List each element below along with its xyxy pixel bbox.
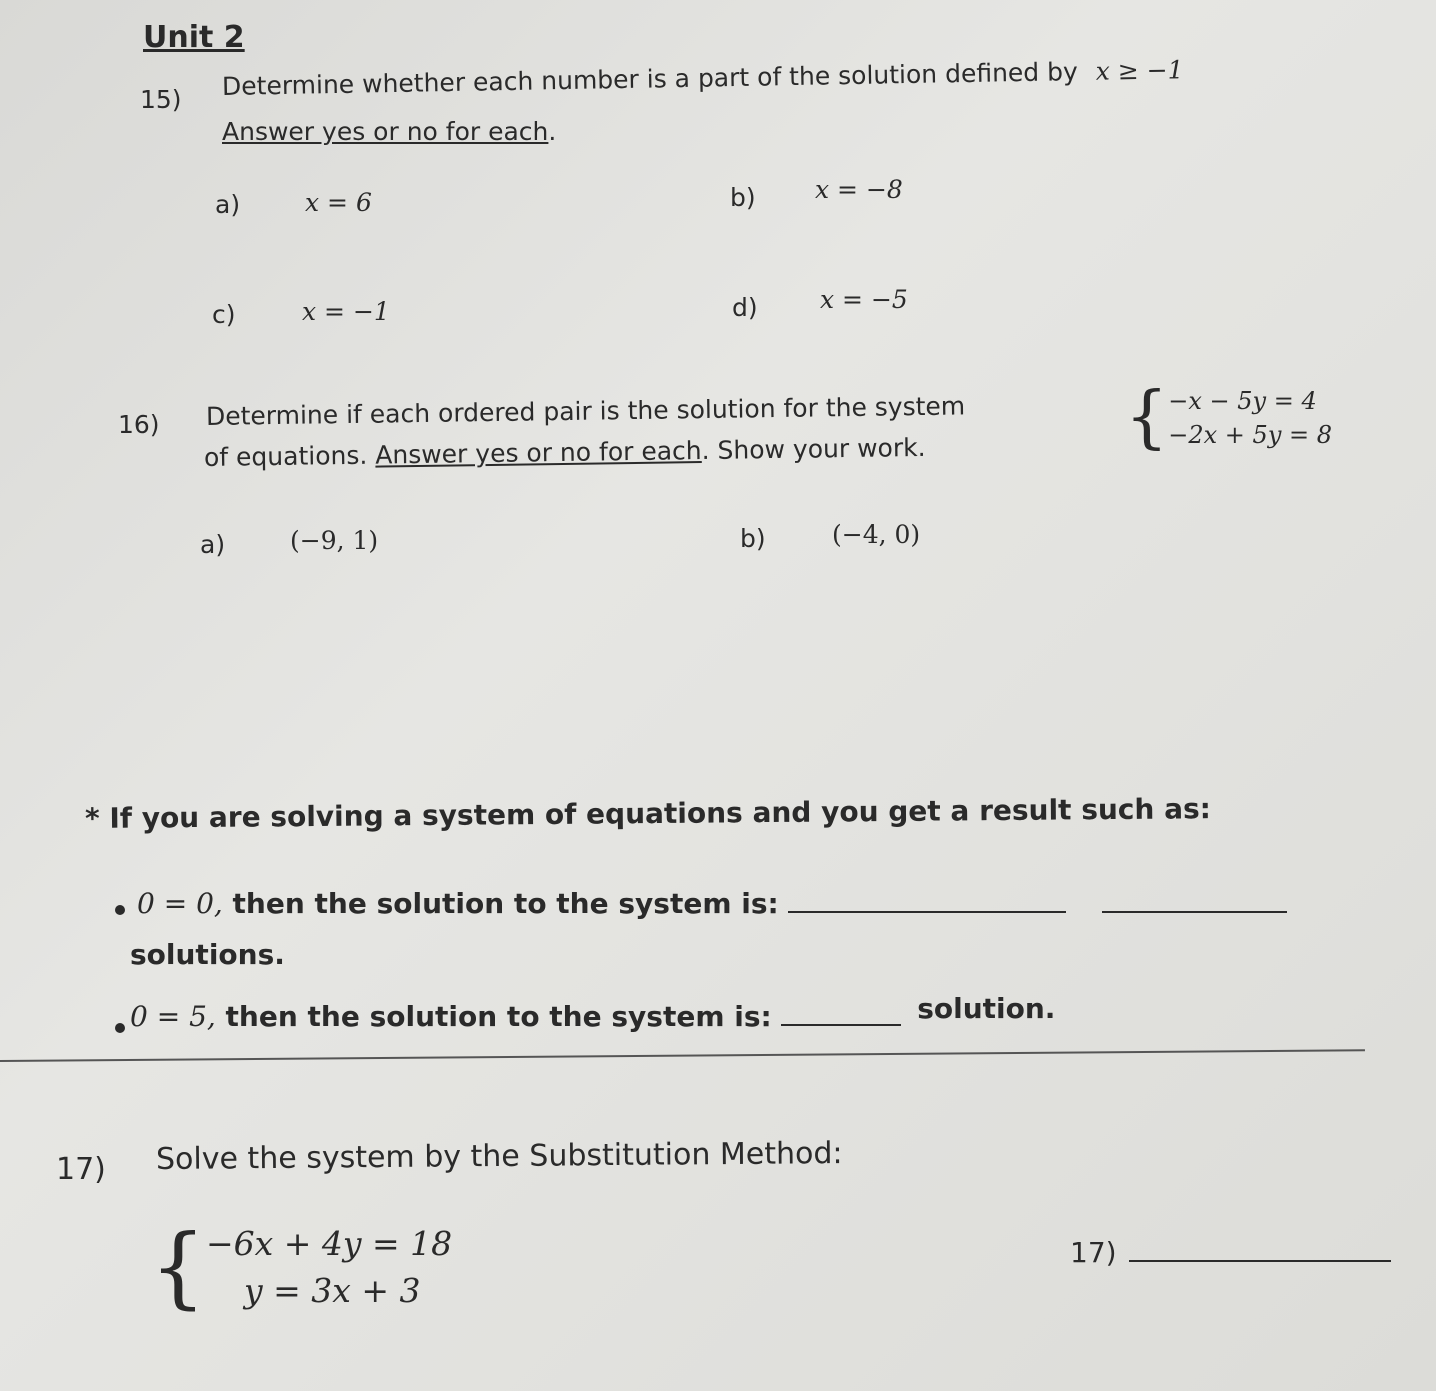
q16-prompt-start: of equations. <box>203 440 368 472</box>
q15-c-label: c) <box>212 300 236 329</box>
bullet-2-tail: solution. <box>917 992 1056 1025</box>
q15-instruction-end: . <box>548 117 557 146</box>
note-bullet-2 <box>130 992 1056 1033</box>
q17-equation-2: y = 3x + 3 <box>244 1271 421 1310</box>
bullet-2-dot <box>115 1023 125 1033</box>
q17-prompt: Solve the system by the Substitution Method: <box>155 1136 843 1177</box>
q15-d-expr: x = −5 <box>820 285 908 314</box>
q16-a-expr: (−9, 1) <box>290 526 379 555</box>
q15-c-expr: x = −1 <box>302 297 390 326</box>
q15-condition: x ≥ −1 <box>1095 55 1184 86</box>
q17-system <box>150 1215 453 1318</box>
q16-prompt-line1: Determine if each ordered pair is the solution for the system <box>205 391 966 431</box>
bullet-2-text: then the solution to the system is: <box>225 1000 772 1033</box>
q16-system <box>1125 378 1333 457</box>
note-bullet-1 <box>137 887 1287 920</box>
bullet-2-blank[interactable] <box>781 1023 901 1026</box>
bullet-1-tail: solutions. <box>130 938 285 971</box>
q15-d-label: d) <box>732 293 758 322</box>
q17-equation-1: −6x + 4y = 18 <box>206 1224 453 1263</box>
bullet-1-blank-2[interactable] <box>1102 910 1287 913</box>
q15-prompt <box>222 55 1184 101</box>
bullet-2-expr: 0 = 5, <box>130 1000 216 1033</box>
q15-instruction <box>222 117 556 146</box>
q15-b-expr: x = −8 <box>815 175 903 204</box>
q16-prompt-line2 <box>204 433 926 472</box>
q17-answer-blank[interactable] <box>1129 1259 1391 1262</box>
q17-system-brace: { <box>150 1215 206 1318</box>
q15-a-label: a) <box>215 190 241 219</box>
note-heading: * If you are solving a system of equations and you get a result such as: <box>84 792 1212 835</box>
q16-prompt-end: . Show your work. <box>701 432 926 466</box>
q17-number: 17) <box>56 1152 106 1187</box>
q16-prompt-underlined: Answer yes or no for each <box>375 436 702 470</box>
q16-equation-1: −x − 5y = 4 <box>1168 387 1317 415</box>
q16-system-brace: { <box>1125 378 1169 457</box>
q15-instruction-text: Answer yes or no for each <box>222 117 549 146</box>
bullet-1-text: then the solution to the system is: <box>232 887 779 920</box>
q17-answer-label: 17) <box>1070 1236 1117 1269</box>
bullet-1-dot <box>115 905 125 915</box>
bullet-1-blank-1[interactable] <box>788 910 1066 913</box>
q15-prompt-text: Determine whether each number is a part of the solution defined by <box>221 57 1078 101</box>
q16-number: 16) <box>118 410 160 439</box>
section-divider <box>0 1049 1365 1062</box>
q16-a-label: a) <box>200 530 226 559</box>
q16-b-expr: (−4, 0) <box>832 520 921 549</box>
q17-answer <box>1070 1236 1391 1269</box>
q15-number: 15) <box>140 85 182 114</box>
unit-title: Unit 2 <box>143 20 245 55</box>
q15-b-label: b) <box>730 183 756 212</box>
q15-a-expr: x = 6 <box>305 188 372 217</box>
bullet-1-expr: 0 = 0, <box>137 887 223 920</box>
q16-b-label: b) <box>740 524 766 553</box>
q16-equation-2: −2x + 5y = 8 <box>1168 421 1333 449</box>
